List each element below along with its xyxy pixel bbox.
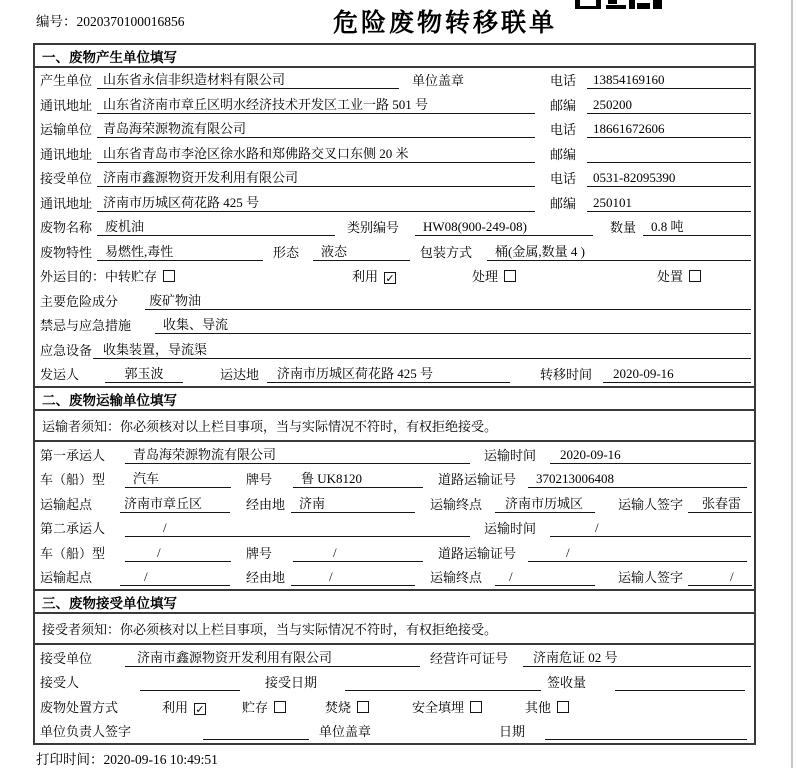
disposal-option-landfill <box>412 700 482 716</box>
terminus1-value: 济南市历城区 <box>495 496 595 513</box>
category-code-label: 类别编号 <box>347 220 400 236</box>
responsible-sign-label: 单位负责人签字 <box>40 724 132 739</box>
receive-unit-label: 接受单位 <box>40 650 93 666</box>
signature2-value: / <box>688 569 752 586</box>
transfer-date-value: 2020-09-16 <box>603 366 751 383</box>
plate2-label: 牌号 <box>246 545 273 561</box>
origin2-label: 运输起点 <box>40 570 93 585</box>
transport-time2-label: 运输时间 <box>484 521 537 536</box>
via2-label: 经由地 <box>246 570 286 585</box>
carrier-addr-value: 山东省青岛市李沧区徐水路和郑佛路交叉口东侧 20 米 <box>97 146 535 163</box>
serial-label: 编号： <box>36 14 77 29</box>
disposal-storage-checkbox <box>274 701 286 713</box>
precautions-value: 收集、导流 <box>155 317 751 334</box>
receiver-zip-value: 250101 <box>587 195 751 212</box>
receiver-value: 济南市鑫源物资开发利用有限公司 <box>97 170 535 187</box>
acceptor-value <box>140 690 240 691</box>
row-receiver-unit <box>35 166 754 190</box>
purpose-storage-checkbox <box>163 270 175 282</box>
purpose-option-treat <box>472 269 516 285</box>
disposal-option-utilize <box>162 700 206 716</box>
print-time-label: 打印时间： <box>36 752 104 767</box>
purpose-storage-label: 中转贮存 <box>105 269 158 285</box>
row-carrier-unit <box>35 117 754 141</box>
signed-quantity-value <box>615 690 745 691</box>
physical-form-value: 液态 <box>313 244 410 261</box>
producer-addr-label: 通讯地址 <box>40 97 93 113</box>
second-carrier-value: / <box>125 520 470 537</box>
terminus2-value: / <box>495 569 595 586</box>
row-precautions <box>35 313 754 337</box>
section2-body <box>35 442 754 589</box>
via1-value: 济南 <box>291 496 415 513</box>
receiver-phone-label: 电话 <box>550 171 577 187</box>
emergency-equipment-value: 收集装置，导流渠 <box>93 342 751 359</box>
signature1-label: 运输人签字 <box>618 496 684 512</box>
disposal-other-label: 其他 <box>525 699 552 715</box>
destination-value: 济南市历城区荷花路 425 号 <box>267 366 510 383</box>
producer-zip-value: 250200 <box>587 97 751 114</box>
origin1-label: 运输起点 <box>40 496 93 512</box>
shipper-label: 发运人 <box>40 367 80 383</box>
receiver-addr-value: 济南市历城区荷花路 425 号 <box>97 195 535 212</box>
packaging-label: 包装方式 <box>420 244 473 260</box>
origin1-value: 济南市章丘区 <box>120 496 230 513</box>
main-hazard-label: 主要危险成分 <box>40 293 119 309</box>
road-permit2-value: / <box>528 545 747 562</box>
producer-value: 山东省永信非织造材料有限公司 <box>97 72 399 89</box>
destination-label: 运达地 <box>220 367 260 383</box>
purpose-dispose-checkbox <box>689 270 701 282</box>
receiver-addr-label: 通讯地址 <box>40 195 93 211</box>
producer-zip-label: 邮编 <box>550 97 577 113</box>
row-producer-address <box>35 92 754 116</box>
disposal-other-checkbox <box>557 701 569 713</box>
disposal-incinerate-checkbox <box>357 701 369 713</box>
print-time-value: 2020-09-16 10:49:51 <box>103 752 218 767</box>
purpose-option-storage <box>105 269 175 285</box>
row-producer <box>35 68 754 92</box>
producer-phone-value: 13854169160 <box>587 72 751 89</box>
row-emergency-equipment <box>35 337 754 361</box>
transport-time1-label: 运输时间 <box>484 447 537 463</box>
producer-phone-label: 电话 <box>550 73 577 89</box>
row-first-carrier <box>35 442 754 467</box>
transport-time1-value: 2020-09-16 <box>550 447 751 464</box>
section2-notice: 运输者须知：你必须核对以上栏目事项，当与实际情况不符时，有权拒绝接受。 <box>35 411 754 442</box>
carrier-phone-label: 电话 <box>550 122 577 138</box>
disposal-landfill-label: 安全填埋 <box>412 699 465 715</box>
purpose-utilize-label: 利用 <box>352 269 379 285</box>
purpose-utilize-checkbox: ✓ <box>385 273 395 286</box>
carrier-phone-value: 18661672606 <box>587 121 751 138</box>
disposal-storage-label: 贮存 <box>242 699 269 715</box>
via1-label: 经由地 <box>246 496 286 512</box>
quantity-label: 数量 <box>610 220 637 236</box>
vehicle-type2-value: / <box>125 545 231 562</box>
row-carrier-address <box>35 141 754 165</box>
via2-value: / <box>291 569 415 586</box>
page-edge-shadow <box>791 0 793 768</box>
vehicle-type1-value: 汽车 <box>125 471 231 488</box>
row-receive-unit <box>35 645 754 670</box>
precautions-label: 禁忌与应急措施 <box>40 318 132 334</box>
vehicle-type2-label: 车（船）型 <box>40 545 106 561</box>
purpose-treat-label: 处理 <box>472 269 499 285</box>
carrier-label: 运输单位 <box>40 122 93 138</box>
row-transfer-purpose <box>35 264 754 288</box>
row-waste-characteristics <box>35 239 754 263</box>
quantity-value: 0.8 吨 <box>643 219 751 236</box>
section3-body <box>35 645 754 743</box>
section1-header: 一、废物产生单位填写 <box>35 45 754 68</box>
transfer-date-label: 转移时间 <box>540 367 593 383</box>
disposal-incinerate-label: 焚烧 <box>325 699 352 715</box>
date-value <box>545 739 747 740</box>
road-permit1-label: 道路运输证号 <box>438 472 517 487</box>
disposal-option-storage <box>242 700 286 716</box>
carrier-zip-label: 邮编 <box>550 146 577 162</box>
terminus1-label: 运输终点 <box>430 496 483 512</box>
origin2-value: / <box>120 569 230 586</box>
row-shipper <box>35 362 754 386</box>
producer-label: 产生单位 <box>40 73 93 89</box>
section1-body <box>35 68 754 386</box>
row-route1 <box>35 491 754 516</box>
section3-header: 三、废物接受单位填写 <box>35 589 754 614</box>
category-code-value: HW08(900-249-08) <box>415 219 593 236</box>
plate1-label: 牌号 <box>246 472 273 487</box>
responsible-sign-value <box>203 739 309 740</box>
row-vehicle2 <box>35 540 754 565</box>
main-hazard-value: 废矿物油 <box>145 293 751 310</box>
producer-addr-value: 山东省济南市章丘区明水经济技术开发区工业一路 501 号 <box>97 97 535 114</box>
disposal-utilize-label: 利用 <box>162 699 189 715</box>
row-waste-name <box>35 215 754 239</box>
first-carrier-value: 青岛海荣源物流有限公司 <box>125 447 470 464</box>
shipper-value: 郭玉波 <box>105 366 183 383</box>
serial-number-line <box>36 10 185 30</box>
business-permit-label: 经营许可证号 <box>430 650 509 666</box>
disposal-utilize-checkbox: ✓ <box>195 703 205 716</box>
plate1-value: 鲁 UK8120 <box>293 471 423 488</box>
road-permit2-label: 道路运输证号 <box>438 545 517 561</box>
accept-date-label: 接受日期 <box>265 675 318 690</box>
waste-name-label: 废物名称 <box>40 220 93 236</box>
qr-code-icon <box>575 0 663 10</box>
section3-notice: 接受者须知：你必须核对以上栏目事项，当与实际情况不符时，有权拒绝接受。 <box>35 614 754 645</box>
row-vehicle1 <box>35 467 754 492</box>
signed-quantity-label: 签收量 <box>547 675 587 690</box>
unit-seal-label: 单位盖章 <box>412 73 465 89</box>
purpose-dispose-label: 处置 <box>657 269 684 285</box>
signature2-label: 运输人签字 <box>618 570 684 585</box>
carrier-zip-value <box>587 162 751 163</box>
manifest-form <box>33 43 756 745</box>
page-title: 危险废物转移联单 <box>333 10 558 37</box>
row-acceptor <box>35 670 754 695</box>
acceptor-label: 接受人 <box>40 675 80 690</box>
print-time-line <box>36 748 218 768</box>
accept-date-value <box>345 690 541 691</box>
road-permit1-value: 370213006408 <box>528 471 747 488</box>
emergency-equipment-label: 应急设备 <box>40 342 93 358</box>
purpose-option-dispose <box>657 269 701 285</box>
vehicle-type1-label: 车（船）型 <box>40 472 106 487</box>
row-disposal-method <box>35 694 754 719</box>
carrier-addr-label: 通讯地址 <box>40 146 93 162</box>
disposal-label: 废物处置方式 <box>40 699 119 715</box>
receive-unit-value: 济南市鑫源物资开发利用有限公司 <box>125 650 420 667</box>
receiver-label: 接受单位 <box>40 171 93 187</box>
disposal-landfill-checkbox <box>470 701 482 713</box>
row-receiver-address <box>35 190 754 214</box>
characteristics-value: 易燃性,毒性 <box>97 244 263 261</box>
receiver-zip-label: 邮编 <box>550 195 577 211</box>
plate2-value: / <box>293 545 423 562</box>
row-second-carrier <box>35 516 754 541</box>
row-main-hazard <box>35 288 754 312</box>
purpose-label: 外运目的： <box>40 269 106 285</box>
second-carrier-label: 第二承运人 <box>40 521 106 536</box>
terminus2-label: 运输终点 <box>430 570 483 585</box>
transport-time2-value: / <box>550 520 751 537</box>
disposal-option-other <box>525 700 569 716</box>
signature1-value: 张春雷 <box>688 496 752 513</box>
disposal-option-incinerate <box>325 700 369 716</box>
first-carrier-label: 第一承运人 <box>40 447 106 463</box>
business-permit-value: 济南危证 02 号 <box>523 650 751 667</box>
receiver-phone-value: 0531-82095390 <box>587 170 751 187</box>
date-label: 日期 <box>499 724 526 739</box>
purpose-option-utilize <box>352 269 396 285</box>
purpose-treat-checkbox <box>504 270 516 282</box>
waste-name-value: 废机油 <box>97 219 335 236</box>
receiver-seal-label: 单位盖章 <box>319 724 372 739</box>
serial-value: 2020370100016856 <box>76 14 185 29</box>
characteristics-label: 废物特性 <box>40 244 93 260</box>
carrier-value: 青岛海荣源物流有限公司 <box>97 121 535 138</box>
row-responsible-signature <box>35 719 754 744</box>
row-route2 <box>35 565 754 590</box>
physical-form-label: 形态 <box>273 244 300 260</box>
packaging-value: 桶(金属,数量 4 ) <box>487 244 751 261</box>
section2-header: 二、废物运输单位填写 <box>35 386 754 411</box>
